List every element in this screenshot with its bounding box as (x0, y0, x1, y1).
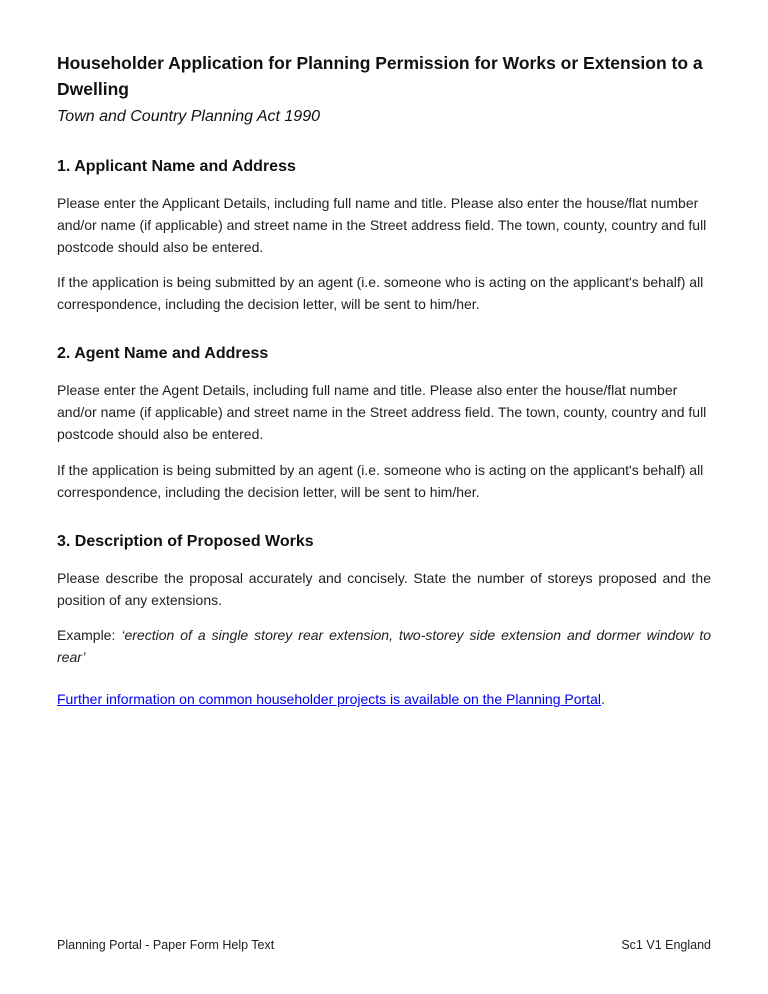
document-title: Householder Application for Planning Permission for Works or Extension to a Dwelling (57, 53, 703, 100)
section-3-example-paragraph (57, 624, 711, 668)
footer-version: Sc1 V1 England (621, 938, 711, 952)
section-2-paragraph-1: Please enter the Agent Details, including full name and title. Please also enter the house/flat number and/or name (if applicable) and street name in the Street address field. The town, county, country and full postcode should also be entered. (57, 382, 707, 443)
section-3-paragraph-1: Please describe the proposal accurately and concisely. State the number of storeys proposed and the position of any extensions. (57, 569, 711, 608)
document-subtitle: Town and Country Planning Act 1990 (57, 107, 320, 125)
planning-portal-link[interactable]: Further information on common householder projects is available on the Planning Portal (57, 691, 601, 708)
example-label: Example: (57, 627, 122, 643)
section-3-link-paragraph (57, 688, 711, 710)
example-text: ‘erection of a single storey rear extension, two-storey side extension and dormer window to rear’ (57, 627, 712, 666)
footer-document-name: Planning Portal - Paper Form Help Text (57, 938, 275, 952)
section-2-heading: 2. Agent Name and Address (57, 345, 269, 363)
section-2-paragraph-2: If the application is being submitted by an agent (i.e. someone who is acting on the applicant's behalf) all correspondence, including the decision letter, will be sent to him/her. (57, 461, 704, 500)
section-1-paragraph-2: If the application is being submitted by an agent (i.e. someone who is acting on the applicant's behalf) all correspondence, including the decision letter, will be sent to him/her. (57, 274, 704, 313)
section-1-paragraph-1: Please enter the Applicant Details, including full name and title. Please also enter the house/flat number and/or name (if applicable) and street name in the Street address field. The town, county, country and full postcode should also be entered. (57, 194, 707, 255)
section-1-heading: 1. Applicant Name and Address (57, 157, 296, 175)
page-footer (57, 938, 711, 952)
section-3-heading: 3. Description of Proposed Works (57, 532, 314, 550)
link-suffix: . (600, 691, 605, 708)
